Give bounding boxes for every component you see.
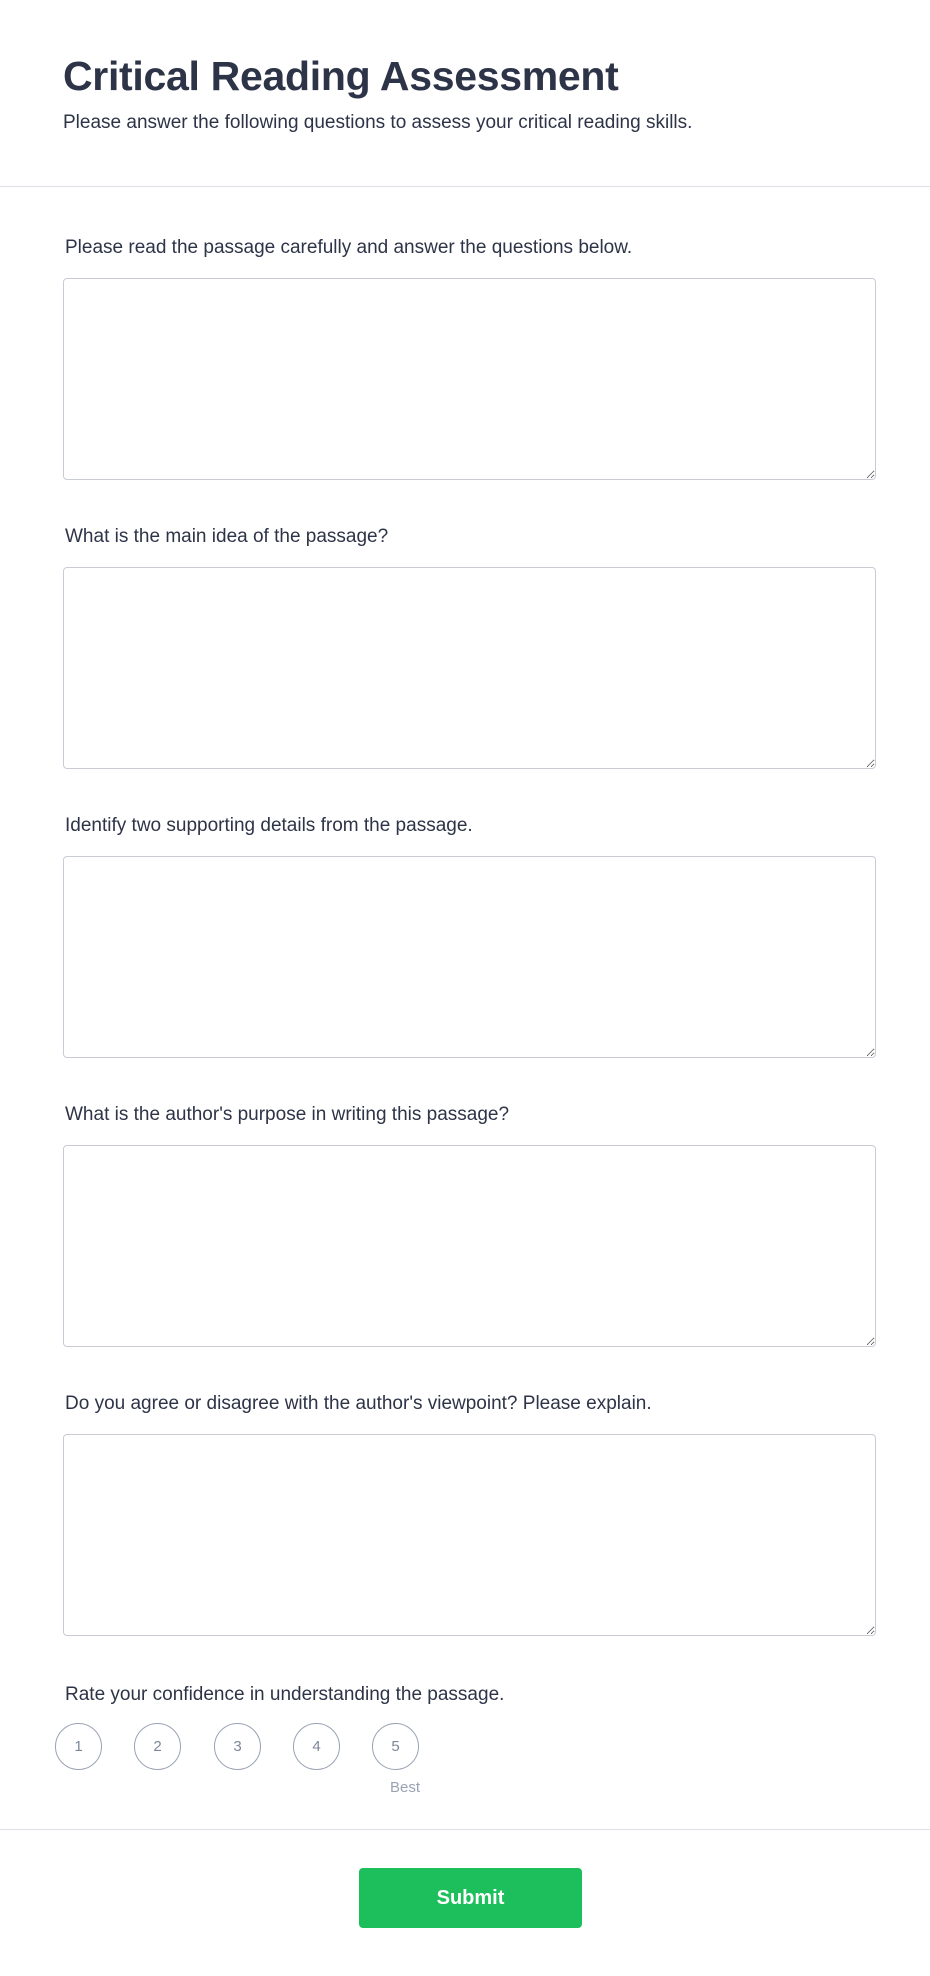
main-idea-textarea[interactable]: [63, 567, 876, 769]
rating-best-label: Best: [390, 1779, 421, 1796]
form-header: [0, 0, 930, 187]
supporting-details-textarea[interactable]: [63, 856, 876, 1058]
confidence-rating: [63, 1683, 876, 1803]
viewpoint-textarea[interactable]: [63, 1434, 876, 1636]
question-label: Please read the passage carefully and answer the questions below.: [65, 237, 633, 258]
rating-label: Rate your confidence in understanding the passage.: [65, 1684, 505, 1705]
question-label: What is the main idea of the passage?: [65, 526, 389, 547]
rating-option-1[interactable]: 1: [55, 1723, 102, 1770]
form-footer: [0, 1829, 930, 1976]
question-supporting-details: [63, 814, 876, 1058]
question-passage: [63, 236, 876, 480]
submit-button[interactable]: Submit: [359, 1868, 582, 1928]
question-main-idea: [63, 525, 876, 769]
rating-option-2[interactable]: 2: [134, 1723, 181, 1770]
rating-option-4[interactable]: 4: [293, 1723, 340, 1770]
question-viewpoint: [63, 1392, 876, 1636]
page-title: Critical Reading Assessment: [63, 53, 619, 99]
rating-options: [63, 1723, 876, 1803]
page-subtitle: Please answer the following questions to assess your critical reading skills.: [63, 112, 693, 133]
question-label: Identify two supporting details from the passage.: [65, 815, 473, 836]
rating-option-3[interactable]: 3: [214, 1723, 261, 1770]
question-label: What is the author's purpose in writing this passage?: [65, 1104, 510, 1125]
passage-answer-textarea[interactable]: [63, 278, 876, 480]
author-purpose-textarea[interactable]: [63, 1145, 876, 1347]
question-label: Do you agree or disagree with the author's viewpoint? Please explain.: [65, 1393, 652, 1414]
question-author-purpose: [63, 1103, 876, 1347]
rating-option-5[interactable]: 5: [372, 1723, 419, 1770]
